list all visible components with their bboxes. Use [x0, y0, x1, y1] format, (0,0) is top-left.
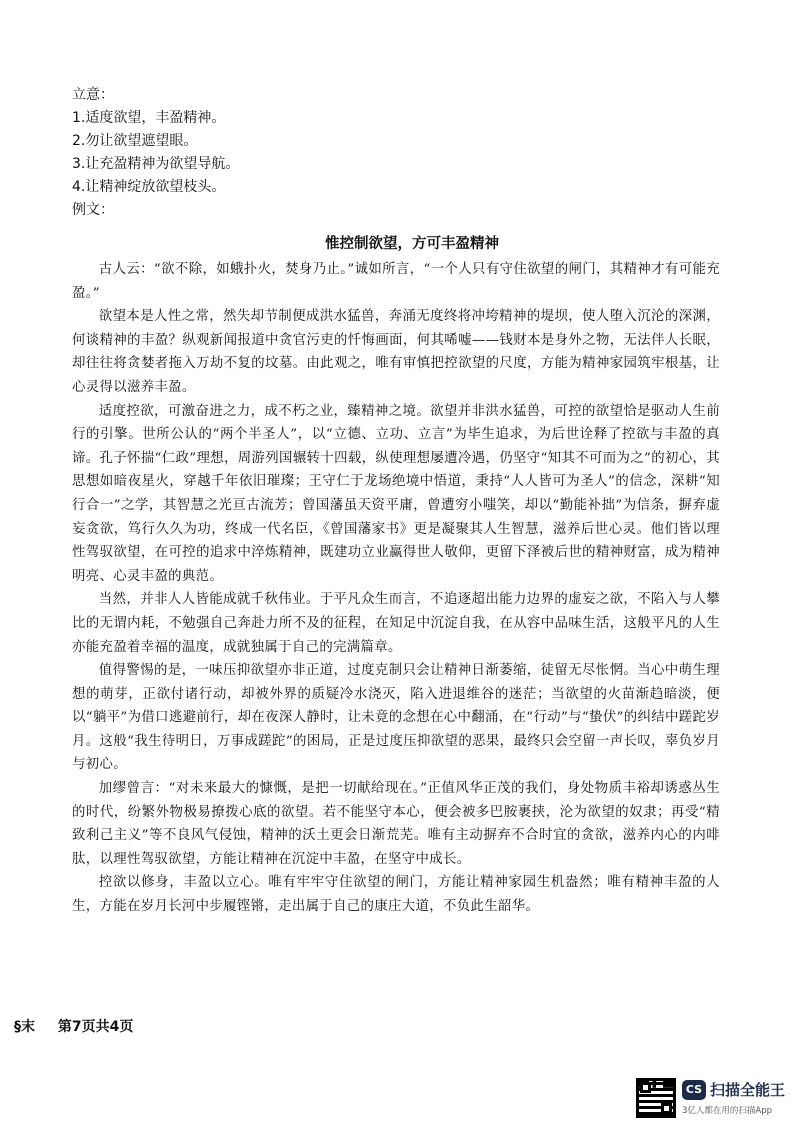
essay-paragraph: 控欲以修身，丰盈以立心。唯有牢牢守住欲望的闸门，方能让精神家园生机盎然；唯有精神丰盈的人生，方能在岁月长河中步履铿锵，走出属于自己的康庄大道，不负此生韶华。	[72, 875, 720, 915]
essay-paragraph: 当然，并非人人皆能成就千秋伟业。于平凡众生而言，不追逐超出能力边界的虚妄之欲，不陷入与人攀比的无谓内耗，不勉强自己奔赴力所不及的征程，在知足中沉淀自我，在从容中品味生活，这般平凡的人生亦能充盈着幸福的温度，成就独属于自己的完满篇章。	[72, 592, 720, 655]
essay-paragraph: 欲望本是人性之常，然失却节制便成洪水猛兽，奔涌无度终将冲垮精神的堤坝，使人堕入沉沦的深渊，何谈精神的丰盈？纵观新闻报道中贪官污吏的忏悔画面，何其唏嘘——钱财本是身外之物，无法伴人长眠，却往往将贪婪者拖入万劫不复的坟墓。由此观之，唯有审慎把控欲望的尺度，方能为精神家园筑牢根基，让心灵得以滋养丰盈。	[72, 309, 720, 395]
essay-paragraph: 适度控欲，可激奋进之力，成不朽之业，臻精神之境。欲望并非洪水猛兽，可控的欲望恰是驱动人生前行的引擎。世所公认的“两个半圣人”，以“立德、立功、立言”为毕生追求，为后世诠释了控欲与丰盈的真谛。孔子怀揣“仁政”理想，周游列国辗转十四载，纵使理想屡遭冷遇，仍坚守“知其不可而为之”的初心，其思想如暗夜星火，穿越千年依旧璀璨；王守仁于龙场绝境中悟道，秉持“人人皆可为圣人”的信念，深耕“知行合一”之学，其智慧之光亘古流芳；曾国藩虽天资平庸，曾遭穷小嗤笑，却以“勤能补拙”为信条，摒弃虚妄贪欲，笃行久久为功，终成一代名臣，《曾国藩家书》更是凝聚其人生智慧，滋养后世心灵。他们皆以理性驾驭欲望，在可控的追求中淬炼精神，既建功立业赢得世人敬仰，更留下泽被后世的精神财富，成为精神明亮、心灵丰盈的典范。	[72, 403, 720, 584]
essay-paragraph: 值得警惕的是，一味压抑欲望亦非正道，过度克制只会让精神日渐萎缩，徒留无尽怅惘。当心中萌生理想的萌芽，正欲付诸行动，却被外界的质疑冷水浇灭，陷入进退维谷的迷茫；当欲望的火苗渐趋暗淡，便以“躺平”为借口逃避前行，却在夜深人静时，让未竟的念想在心中翻涌，在“行动”与“蛰伏”的纠结中蹉跎岁月。这般“我生待明日，万事成蹉跎”的困局，正是过度压抑欲望的恶果，最终只会空留一声长叹，辜负岁月与初心。	[72, 663, 720, 773]
page-number: 第7页共4页	[57, 1019, 134, 1035]
idea-item: 4.让精神绽放欲望枝头。	[72, 179, 226, 195]
watermark-brand: 扫描全能王	[710, 1081, 786, 1099]
idea-item: 3.让充盈精神为欲望导航。	[72, 156, 240, 172]
essay-paragraph: 古人云：“欲不除，如蛾扑火，焚身乃止。”诚如所言，“一个人只有守住欲望的闸门，其精神才有可能充盈。”	[72, 262, 720, 301]
ideas-heading: 立意：	[72, 87, 114, 103]
camscanner-logo-icon: CS	[682, 1080, 706, 1100]
essay-paragraph: 加缪曾言：“对未来最大的慷慨，是把一切献给现在。”正值风华正茂的我们，身处物质丰裕却诱惑丛生的时代，纷繁外物极易撩拨心底的欲望。若不能坚守本心，便会被多巴胺裹挟，沦为欲望的奴隶；再受“精致利己主义”等不良风气侵蚀，精神的沃土更会日渐荒芜。唯有主动摒弃不合时宜的贪欲，滋养内心的内啡肽，以理性驾驭欲望，方能让精神在沉淀中丰盈，在坚守中成长。	[72, 781, 720, 867]
watermark-tagline: 3亿人都在用的扫描App	[682, 1106, 773, 1116]
page-footer	[14, 1016, 133, 1036]
idea-item: 1.适度欲望，丰盈精神。	[72, 110, 226, 126]
footer-tail: §末	[14, 1019, 35, 1035]
idea-item: 2.勿让欲望遮望眼。	[72, 133, 198, 149]
essay-title: 惟控制欲望，方可丰盈精神	[325, 236, 499, 252]
essay-body	[72, 258, 720, 919]
qr-code-icon	[636, 1078, 676, 1118]
example-label: 例文：	[72, 202, 114, 218]
ideas-section	[72, 84, 752, 222]
